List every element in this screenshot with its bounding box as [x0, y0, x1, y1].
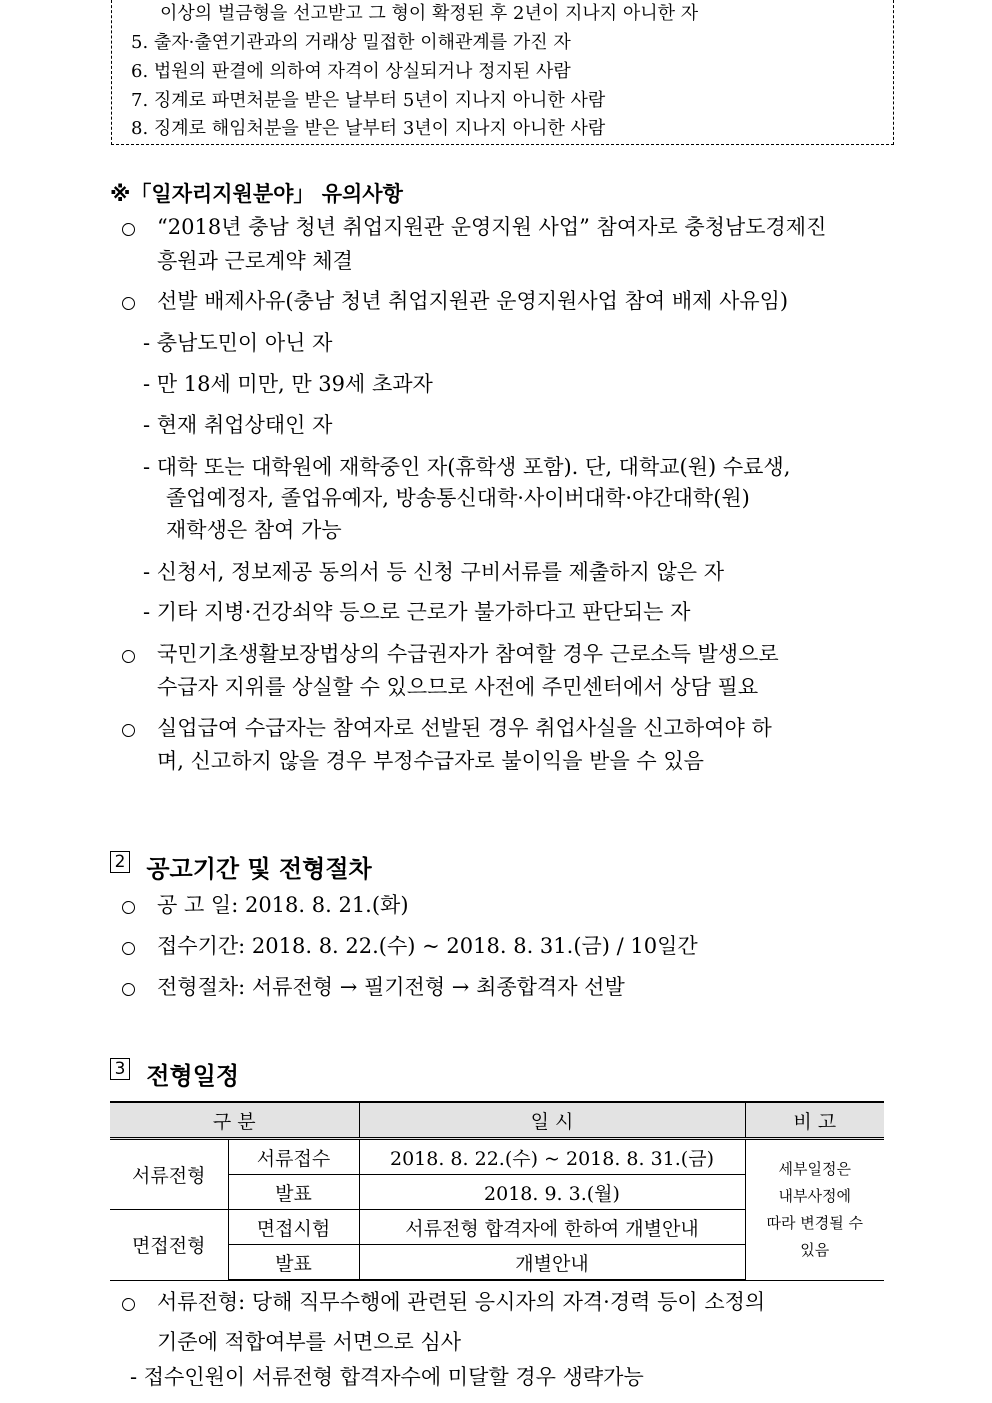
circle-bullet-icon — [122, 297, 135, 310]
section-title: 전형일정 — [146, 1062, 240, 1090]
circle-bullet-icon — [122, 983, 135, 996]
schedule-table — [110, 1101, 884, 1281]
list-item: 5. 출자·출연기관과의 거래상 밀접한 이해관계를 가진 자 — [131, 32, 571, 53]
list-item: 8. 징계로 해임처분을 받은 날부터 3년이 지나지 아니한 사람 — [131, 118, 606, 139]
circle-bullet-icon — [122, 650, 135, 663]
exclusion-item: - 만 18세 미만, 만 39세 초과자 — [143, 372, 433, 396]
section-number: 2 — [110, 851, 130, 873]
group-document: 서류전형 — [110, 1139, 228, 1210]
notes-heading: ※「일자리지원분야」 유의사항 — [110, 182, 403, 206]
section-title: 공고기간 및 전형절차 — [146, 855, 372, 883]
note-paragraph-1-cont: 흥원과 근로계약 체결 — [157, 249, 353, 273]
table-row — [110, 1139, 884, 1175]
row-date: 개별안내 — [359, 1245, 745, 1281]
screening-note: - 접수인원이 서류전형 합격자수에 미달할 경우 생략가능 — [130, 1365, 644, 1389]
exclusion-item: - 현재 취업상태인 자 — [143, 413, 333, 437]
note-paragraph-3-cont: 수급자 지위를 상실할 수 있으므로 사전에 주민센터에서 상담 필요 — [157, 675, 759, 699]
application-period: 접수기간: 2018. 8. 22.(수) ~ 2018. 8. 31.(금) / 10일간 — [157, 934, 698, 958]
remarks-cell: 세부일정은 내부사정에 따라 변경될 수 있음 — [745, 1139, 884, 1281]
row-sub: 면접시험 — [228, 1210, 359, 1245]
document-screening-desc: 서류전형: 당해 직무수행에 관련된 응시자의 자격·경력 등이 소정의 — [157, 1290, 766, 1314]
row-sub: 서류접수 — [228, 1139, 359, 1175]
list-item: 이상의 벌금형을 선고받고 그 형이 확정된 후 2년이 지나지 아니한 자 — [160, 3, 699, 24]
list-item: 6. 법원의 판결에 의하여 자격이 상실되거나 정지된 사람 — [131, 61, 571, 82]
row-date: 서류전형 합격자에 한하여 개별안내 — [359, 1210, 745, 1245]
circle-bullet-icon — [122, 901, 135, 914]
selection-procedure: 전형절차: 서류전형 → 필기전형 → 최종합격자 선발 — [157, 975, 625, 999]
section-number: 3 — [110, 1058, 130, 1080]
exclusion-item: - 신청서, 정보제공 동의서 등 신청 구비서류를 제출하지 않은 자 — [143, 560, 724, 584]
list-item: 7. 징계로 파면처분을 받은 날부터 5년이 지나지 아니한 사람 — [131, 90, 606, 111]
note-paragraph-3: 국민기초생활보장법상의 수급권자가 참여할 경우 근로소득 발생으로 — [157, 642, 779, 666]
group-interview: 면접전형 — [110, 1210, 228, 1281]
note-paragraph-4-cont: 며, 신고하지 않을 경우 부정수급자로 불이익을 받을 수 있음 — [157, 749, 704, 773]
document-screening-desc-cont: 기준에 적합여부를 서면으로 심사 — [157, 1330, 462, 1354]
circle-bullet-icon — [122, 223, 135, 236]
exclusion-item: - 기타 지병·건강쇠약 등으로 근로가 불가하다고 판단되는 자 — [143, 600, 691, 624]
exclusion-item-cont: 재학생은 참여 가능 — [166, 518, 342, 542]
disqualification-list-box — [111, 0, 894, 145]
exclusion-item: - 충남도민이 아닌 자 — [143, 331, 333, 355]
row-date: 2018. 9. 3.(월) — [359, 1175, 745, 1210]
row-sub: 발표 — [228, 1245, 359, 1281]
announcement-date: 공 고 일: 2018. 8. 21.(화) — [157, 893, 409, 917]
circle-bullet-icon — [122, 942, 135, 955]
note-paragraph-1: “2018년 충남 청년 취업지원관 운영지원 사업” 참여자로 충청남도경제진 — [157, 215, 827, 239]
note-paragraph-4: 실업급여 수급자는 참여자로 선발된 경우 취업사실을 신고하여야 하 — [157, 716, 772, 740]
header-category: 구 분 — [110, 1102, 359, 1139]
note-paragraph-2: 선발 배제사유(충남 청년 취업지원관 운영지원사업 참여 배제 사유임) — [157, 289, 789, 313]
exclusion-item: - 대학 또는 대학원에 재학중인 자(휴학생 포함). 단, 대학교(원) 수료생, — [143, 455, 791, 479]
circle-bullet-icon — [122, 1298, 135, 1311]
row-sub: 발표 — [228, 1175, 359, 1210]
section-2-heading — [110, 849, 372, 884]
exclusion-item-cont: 졸업예정자, 졸업유예자, 방송통신대학·사이버대학·야간대학(원) — [166, 486, 750, 510]
header-date: 일 시 — [359, 1102, 745, 1139]
section-3-heading — [110, 1056, 239, 1091]
header-remarks: 비 고 — [745, 1102, 884, 1139]
circle-bullet-icon — [122, 724, 135, 737]
row-date: 2018. 8. 22.(수) ~ 2018. 8. 31.(금) — [359, 1139, 745, 1175]
